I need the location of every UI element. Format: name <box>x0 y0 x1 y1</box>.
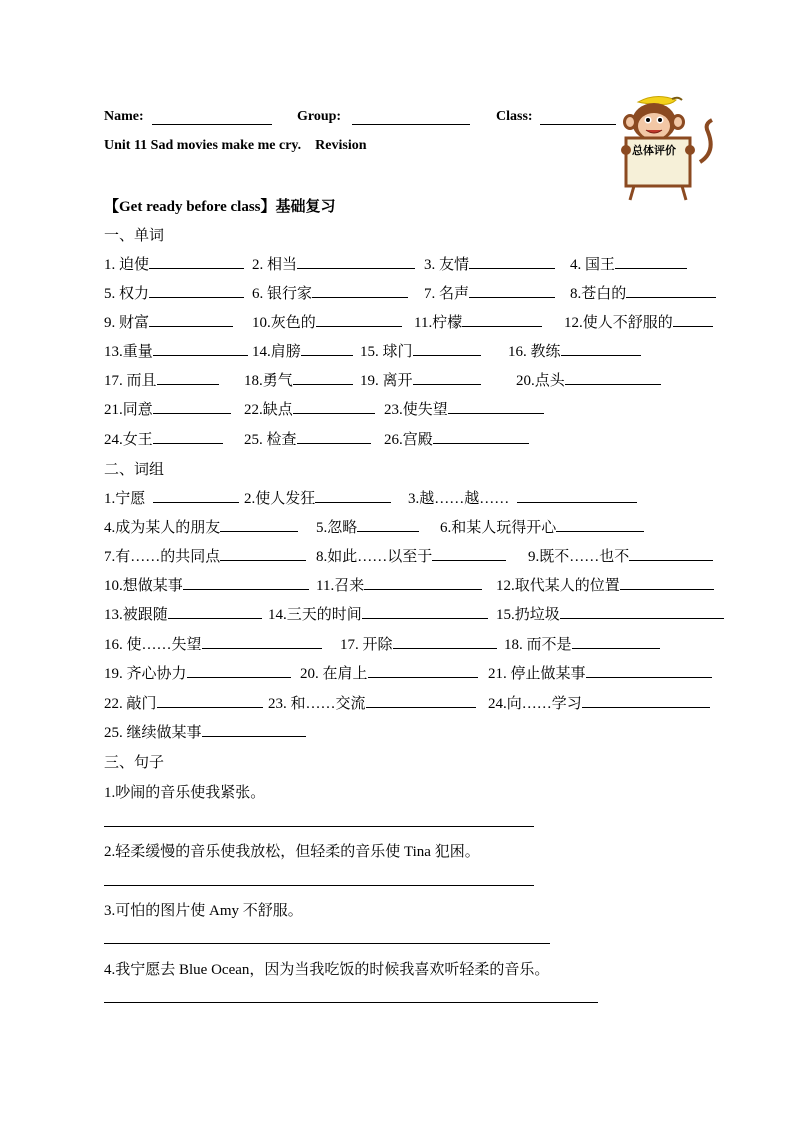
answer-blank[interactable] <box>357 517 419 532</box>
vocab-item[interactable] <box>384 428 529 449</box>
phrase-item[interactable] <box>504 633 660 654</box>
answer-blank[interactable] <box>572 634 660 649</box>
answer-blank[interactable] <box>202 722 306 737</box>
vocab-item[interactable] <box>424 253 555 274</box>
phrase-label: 14.三天的时间 <box>268 607 362 623</box>
name-field[interactable] <box>152 124 272 125</box>
answer-blank[interactable] <box>620 575 714 590</box>
sentence-prompt: 4.我宁愿去 Blue Ocean，因为当我吃饭的时候我喜欢听轻柔的音乐。 <box>104 962 550 978</box>
sentences-heading: 三、句子 <box>104 755 165 771</box>
phrase-label: 1.宁愿 <box>104 491 146 507</box>
phrase-item[interactable] <box>488 662 712 683</box>
vocab-item[interactable] <box>252 311 402 332</box>
answer-blank[interactable] <box>673 312 713 327</box>
answer-blank[interactable] <box>297 254 415 269</box>
vocab-label: 8.苍白的 <box>570 286 627 302</box>
phrase-label: 18. 而不是 <box>504 637 572 653</box>
answer-blank[interactable] <box>560 604 724 619</box>
vocab-item[interactable] <box>104 398 231 419</box>
vocab-item[interactable] <box>360 340 481 361</box>
evaluation-badge <box>612 92 720 202</box>
phrase-item[interactable] <box>104 487 239 508</box>
answer-blank[interactable] <box>586 663 712 678</box>
answer-blank[interactable] <box>626 283 716 298</box>
vocab-item[interactable] <box>384 398 544 419</box>
sentence-prompt: 2.轻柔缓慢的音乐使我放松，但轻柔的音乐使 Tina 犯困。 <box>104 844 480 860</box>
phrase-label: 5.忽略 <box>316 520 358 536</box>
unit-title-text: Unit 11 Sad movies make me cry. <box>104 138 302 153</box>
phrase-item[interactable] <box>104 603 262 624</box>
vocab-item[interactable] <box>508 340 641 361</box>
vocab-label: 2. 相当 <box>252 257 298 273</box>
answer-blank[interactable] <box>153 429 223 444</box>
answer-blank[interactable] <box>615 254 687 269</box>
phrase-label: 22. 敲门 <box>104 696 157 712</box>
answer-blank[interactable] <box>168 604 262 619</box>
phrase-label: 8.如此……以至于 <box>316 549 433 565</box>
answer-blank[interactable] <box>315 488 391 503</box>
phrase-label: 15.扔垃圾 <box>496 607 560 623</box>
vocab-label: 9. 财富 <box>104 315 150 331</box>
phrase-label: 4.成为某人的朋友 <box>104 520 221 536</box>
vocab-item[interactable] <box>570 282 716 303</box>
phrase-label: 10.想做某事 <box>104 578 183 594</box>
vocab-item[interactable] <box>104 311 233 332</box>
vocab-label: 25. 检查 <box>244 432 297 448</box>
phrases-heading: 二、词组 <box>104 462 165 478</box>
answer-blank[interactable] <box>220 546 306 561</box>
vocab-label: 18.勇气 <box>244 373 293 389</box>
answer-blank[interactable] <box>293 370 353 385</box>
phrase-item[interactable] <box>268 692 476 713</box>
vocab-label: 7. 名声 <box>424 286 470 302</box>
answer-blank[interactable] <box>293 399 375 414</box>
phrase-label: 7.有……的共同点 <box>104 549 221 565</box>
vocab-item[interactable] <box>104 369 219 390</box>
phrase-item[interactable] <box>104 574 309 595</box>
vocab-item[interactable] <box>244 398 375 419</box>
phrase-label: 2.使人发狂 <box>244 491 316 507</box>
class-label: Class: <box>496 109 533 124</box>
vocab-label: 23.使失望 <box>384 402 448 418</box>
sentence-answer-line[interactable] <box>104 826 534 827</box>
vocab-item[interactable] <box>252 340 353 361</box>
phrase-label: 17. 开除 <box>340 637 393 653</box>
phrase-label: 6.和某人玩得开心 <box>440 520 557 536</box>
phrase-item[interactable] <box>496 603 724 624</box>
phrase-label: 20. 在肩上 <box>300 666 368 682</box>
answer-blank[interactable] <box>364 575 482 590</box>
phrase-item[interactable] <box>316 545 506 566</box>
phrase-item[interactable] <box>104 662 291 683</box>
vocab-item[interactable] <box>244 428 371 449</box>
phrase-label: 16. 使……失望 <box>104 637 202 653</box>
group-field[interactable] <box>352 124 470 125</box>
phrase-item[interactable] <box>496 574 714 595</box>
answer-blank[interactable] <box>565 370 661 385</box>
vocab-label: 15. 球门 <box>360 344 413 360</box>
answer-blank[interactable] <box>561 341 641 356</box>
vocab-item[interactable] <box>516 369 661 390</box>
vocab-label: 24.女王 <box>104 432 153 448</box>
vocab-item[interactable] <box>244 369 353 390</box>
phrase-item[interactable] <box>244 487 391 508</box>
sentence-prompt: 1.吵闹的音乐使我紧张。 <box>104 785 266 801</box>
answer-blank[interactable] <box>366 693 476 708</box>
answer-blank[interactable] <box>469 254 555 269</box>
answer-blank[interactable] <box>202 634 322 649</box>
phrase-item[interactable] <box>316 516 419 537</box>
phrase-label: 12.取代某人的位置 <box>496 578 620 594</box>
vocab-label: 3. 友情 <box>424 257 470 273</box>
answer-blank[interactable] <box>517 488 637 503</box>
phrase-item[interactable] <box>104 721 306 742</box>
sentence-answer-line[interactable] <box>104 1002 598 1003</box>
phrase-label: 9.既不……也不 <box>528 549 630 565</box>
answer-blank[interactable] <box>393 634 497 649</box>
phrase-item[interactable] <box>300 662 478 683</box>
vocab-label: 4. 国王 <box>570 257 616 273</box>
answer-blank[interactable] <box>149 283 244 298</box>
vocab-label: 6. 银行家 <box>252 286 313 302</box>
phrase-item[interactable] <box>408 487 637 508</box>
answer-blank[interactable] <box>462 312 542 327</box>
vocab-label: 10.灰色的 <box>252 315 316 331</box>
phrase-item[interactable] <box>104 633 322 654</box>
name-label: Name: <box>104 109 144 124</box>
vocab-item[interactable] <box>424 282 555 303</box>
vocab-label: 5. 权力 <box>104 286 150 302</box>
vocab-label: 17. 而且 <box>104 373 157 389</box>
unit-title-suffix: Revision <box>315 138 367 153</box>
answer-blank[interactable] <box>413 370 481 385</box>
class-field[interactable] <box>540 124 616 125</box>
answer-blank[interactable] <box>183 575 309 590</box>
vocab-item[interactable] <box>252 253 415 274</box>
answer-blank[interactable] <box>469 283 555 298</box>
answer-blank[interactable] <box>432 546 506 561</box>
answer-blank[interactable] <box>316 312 402 327</box>
sentence-answer-line[interactable] <box>104 943 550 944</box>
phrase-item[interactable] <box>104 545 306 566</box>
vocab-heading: 一、单词 <box>104 228 165 244</box>
answer-blank[interactable] <box>301 341 353 356</box>
badge-text: 总体评价 <box>632 144 676 157</box>
vocab-label: 16. 教练 <box>508 344 561 360</box>
phrase-item[interactable] <box>528 545 713 566</box>
vocab-item[interactable] <box>360 369 481 390</box>
answer-blank[interactable] <box>187 663 291 678</box>
answer-blank[interactable] <box>362 604 488 619</box>
answer-blank[interactable] <box>312 283 408 298</box>
phrase-item[interactable] <box>340 633 497 654</box>
phrase-label: 19. 齐心协力 <box>104 666 187 682</box>
vocab-label: 22.缺点 <box>244 402 293 418</box>
vocab-item[interactable] <box>570 253 687 274</box>
answer-blank[interactable] <box>153 399 231 414</box>
vocab-item[interactable] <box>564 311 713 332</box>
vocab-item[interactable] <box>414 311 542 332</box>
answer-blank[interactable] <box>448 399 544 414</box>
answer-blank[interactable] <box>297 429 371 444</box>
vocab-item[interactable] <box>104 282 244 303</box>
phrase-item[interactable] <box>268 603 488 624</box>
phrase-label: 13.被跟随 <box>104 607 168 623</box>
phrase-label: 24.向……学习 <box>488 696 582 712</box>
phrase-label: 25. 继续做某事 <box>104 725 202 741</box>
phrase-label: 11.召来 <box>316 578 365 594</box>
vocab-label: 14.肩膀 <box>252 344 301 360</box>
phrase-item[interactable] <box>316 574 482 595</box>
answer-blank[interactable] <box>413 341 481 356</box>
answer-blank[interactable] <box>220 517 298 532</box>
answer-blank[interactable] <box>157 693 263 708</box>
answer-blank[interactable] <box>556 517 644 532</box>
phrase-label: 3.越……越…… <box>408 491 510 507</box>
answer-blank[interactable] <box>368 663 478 678</box>
answer-blank[interactable] <box>149 254 244 269</box>
answer-blank[interactable] <box>153 488 239 503</box>
sentence-prompt: 3.可怕的图片使 Amy 不舒服。 <box>104 903 303 919</box>
phrase-item[interactable] <box>104 692 263 713</box>
vocab-item[interactable] <box>104 428 223 449</box>
vocab-label: 20.点头 <box>516 373 565 389</box>
vocab-label: 13.重量 <box>104 344 153 360</box>
vocab-label: 26.宫殿 <box>384 432 433 448</box>
answer-blank[interactable] <box>153 341 248 356</box>
phrase-label: 21. 停止做某事 <box>488 666 586 682</box>
vocab-label: 1. 迫使 <box>104 257 150 273</box>
answer-blank[interactable] <box>157 370 219 385</box>
answer-blank[interactable] <box>582 693 710 708</box>
sentence-answer-line[interactable] <box>104 885 534 886</box>
phrase-label: 23. 和……交流 <box>268 696 366 712</box>
section-intro: 【Get ready before class】基础复习 <box>104 199 336 215</box>
group-label: Group: <box>297 109 342 124</box>
answer-blank[interactable] <box>433 429 529 444</box>
unit-title <box>104 138 367 154</box>
vocab-item[interactable] <box>104 253 244 274</box>
phrase-item[interactable] <box>104 516 298 537</box>
vocab-item[interactable] <box>252 282 408 303</box>
phrase-item[interactable] <box>440 516 644 537</box>
phrase-item[interactable] <box>488 692 710 713</box>
vocab-label: 21.同意 <box>104 402 153 418</box>
answer-blank[interactable] <box>629 546 713 561</box>
answer-blank[interactable] <box>149 312 233 327</box>
vocab-label: 19. 离开 <box>360 373 413 389</box>
vocab-label: 12.使人不舒服的 <box>564 315 673 331</box>
vocab-item[interactable] <box>104 340 248 361</box>
vocab-label: 11.柠檬 <box>414 315 463 331</box>
